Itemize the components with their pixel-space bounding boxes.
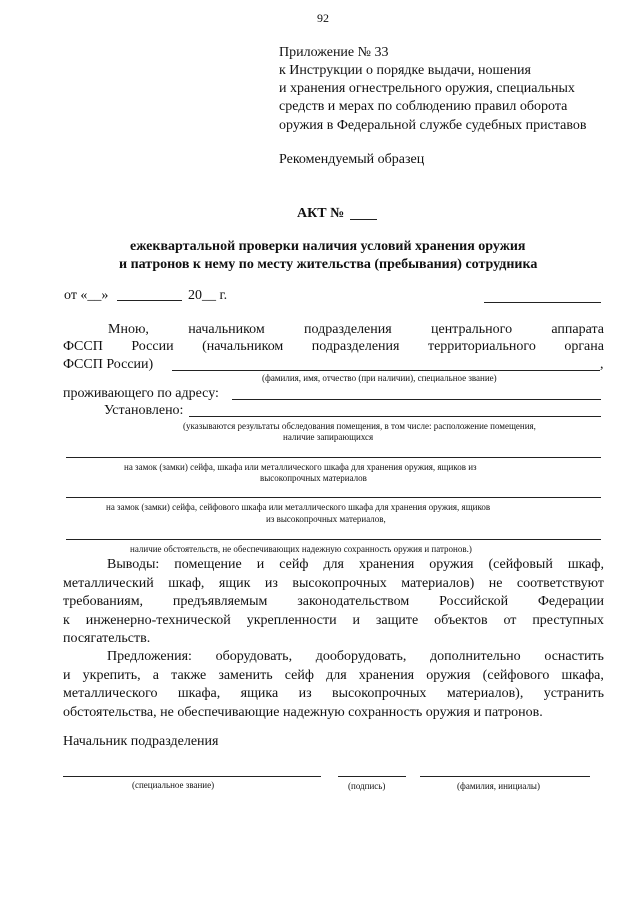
page-number: 92 [317, 11, 329, 25]
word: инженерно-технической [85, 613, 231, 628]
act-title: АКТ № [297, 206, 345, 221]
intro-line-2 [63, 338, 604, 355]
hint-name: (фамилия, инициалы) [457, 781, 540, 791]
proposals-line-3 [63, 685, 604, 702]
word: подразделения [304, 322, 392, 337]
hint-circumstances: наличие обстоятельств, не обеспечивающих надежную сохранность оружия и патронов.) [130, 544, 472, 554]
word: оборудовать, [215, 649, 293, 664]
word: требованиям, [63, 594, 144, 609]
word: защите [375, 613, 419, 628]
word: из [298, 686, 312, 701]
word: сейф [279, 557, 309, 572]
address-line [232, 399, 601, 400]
word: Федерации [537, 594, 604, 609]
date-month-line [117, 300, 182, 301]
word: предъявляемым [172, 594, 268, 609]
word: аппарата [551, 322, 604, 337]
word: объектов [434, 613, 488, 628]
word: ящика [240, 686, 279, 701]
appendix-line: средств и мерах по соблюдению правил оборота [279, 99, 568, 114]
hint-locks-2: на замок (замки) сейфа, сейфового шкафа или металлического шкафа для хранения оружия, ящиков [106, 502, 491, 512]
word: Мною, [108, 322, 149, 337]
word: а [152, 668, 160, 683]
word: оснастить [544, 649, 604, 664]
head-label: Начальник подразделения [63, 734, 219, 749]
fio-line [172, 370, 600, 371]
hint-locks-1: на замок (замки) сейфа, шкафа или металлического шкафа для хранения оружия, ящиков из [124, 462, 477, 472]
blank-line [66, 497, 601, 498]
word: (начальником [202, 339, 284, 354]
conclusions-line-3 [63, 593, 604, 610]
word: Предложения: [107, 649, 192, 664]
established-line [189, 416, 601, 417]
word: оружия [429, 557, 474, 572]
word: сейф [284, 668, 314, 683]
word: металлический [63, 576, 154, 591]
word: шкаф, [168, 576, 205, 591]
word: от [503, 613, 517, 628]
hint-results: наличие запирающихся [283, 432, 374, 442]
word: законодательством [297, 594, 410, 609]
word: (сейфовый [488, 557, 553, 572]
address-label: проживающего по адресу: [63, 386, 219, 401]
word: металлического [63, 686, 158, 701]
word: дооборудовать, [315, 649, 407, 664]
act-number-line [350, 219, 377, 220]
word: для [323, 557, 344, 572]
word: укрепить, [82, 668, 141, 683]
word: Российской [439, 594, 509, 609]
word: оружия [426, 668, 471, 683]
word: шкафа, [177, 686, 221, 701]
word: ящик [218, 576, 251, 591]
conclusions-line-4 [63, 612, 604, 629]
appendix-line: к Инструкции о порядке выдачи, ношения [279, 63, 531, 78]
word: шкафа, [561, 668, 604, 683]
word: подразделения [311, 339, 400, 354]
word: и [352, 613, 360, 628]
blank-line [66, 457, 601, 458]
act-subtitle: ежеквартальной проверки наличия условий хранения оружия [130, 239, 526, 254]
word: материалов) [401, 576, 475, 591]
word: центрального [430, 322, 513, 337]
word: к [63, 613, 70, 628]
act-subtitle: и патронов к нему по месту жительства (пребывания) сотрудника [119, 257, 538, 272]
word: и [256, 557, 265, 572]
appendix-line: оружия в Федеральной службе судебных приставов [279, 118, 587, 133]
intro-line-1 [108, 321, 604, 338]
recommended-sample: Рекомендуемый образец [279, 152, 425, 167]
established-label: Установлено: [104, 403, 184, 418]
appendix-line: и хранения огнестрельного оружия, специальных [279, 81, 575, 96]
hint-signature: (подпись) [348, 781, 386, 791]
signature-line [338, 776, 406, 777]
conclusions-line-5: посягательств. [63, 631, 151, 646]
word: заменить [218, 668, 273, 683]
word: из [264, 576, 278, 591]
date-from: от «__» [64, 288, 109, 303]
word: хранения [358, 557, 415, 572]
word: дополнительно [430, 649, 521, 664]
date-year: 20__ г. [188, 288, 228, 303]
intro-line-3: ФССП России) [63, 357, 154, 372]
proposals-line-4: обстоятельства, не обеспечивающие надежную сохранность оружия и патронов. [63, 705, 543, 720]
word: для [326, 668, 347, 683]
hint-results: (указываются результаты обследования помещения, в том числе: расположение помещения, [183, 421, 536, 431]
blank-line [66, 539, 601, 540]
proposals-line-2 [63, 667, 604, 684]
conclusions-line-2 [63, 575, 604, 592]
conclusions-line-1 [107, 556, 604, 573]
word: помещение [174, 557, 242, 572]
rank-line [63, 776, 321, 777]
word: и [63, 668, 71, 683]
word: высокопрочных [292, 576, 387, 591]
word: материалов), [446, 686, 524, 701]
word: (сейфового [482, 668, 550, 683]
word: также [171, 668, 207, 683]
word: России [131, 339, 174, 354]
fio-comma: , [600, 357, 604, 372]
word: укрепленности [246, 613, 337, 628]
word: высокопрочных [332, 686, 427, 701]
word: соответствуют [516, 576, 604, 591]
hint-fio: (фамилия, имя, отчество (при наличии), специальное звание) [262, 373, 497, 383]
hint-rank: (специальное звание) [132, 780, 215, 790]
word: органа [564, 339, 604, 354]
proposals-line-1 [107, 648, 604, 665]
word: начальником [188, 322, 265, 337]
word: территориального [427, 339, 536, 354]
hint-locks-2: из высокопрочных материалов, [266, 514, 386, 524]
word: Выводы: [107, 557, 160, 572]
word: ФССП [63, 339, 103, 354]
name-line [420, 776, 590, 777]
word: хранения [358, 668, 415, 683]
appendix-title: Приложение № 33 [279, 45, 389, 60]
place-line [484, 302, 601, 303]
word: устранить [543, 686, 604, 701]
word: шкаф, [567, 557, 604, 572]
hint-locks-1: высокопрочных материалов [260, 473, 367, 483]
word: не [488, 576, 503, 591]
word: преступных [532, 613, 604, 628]
